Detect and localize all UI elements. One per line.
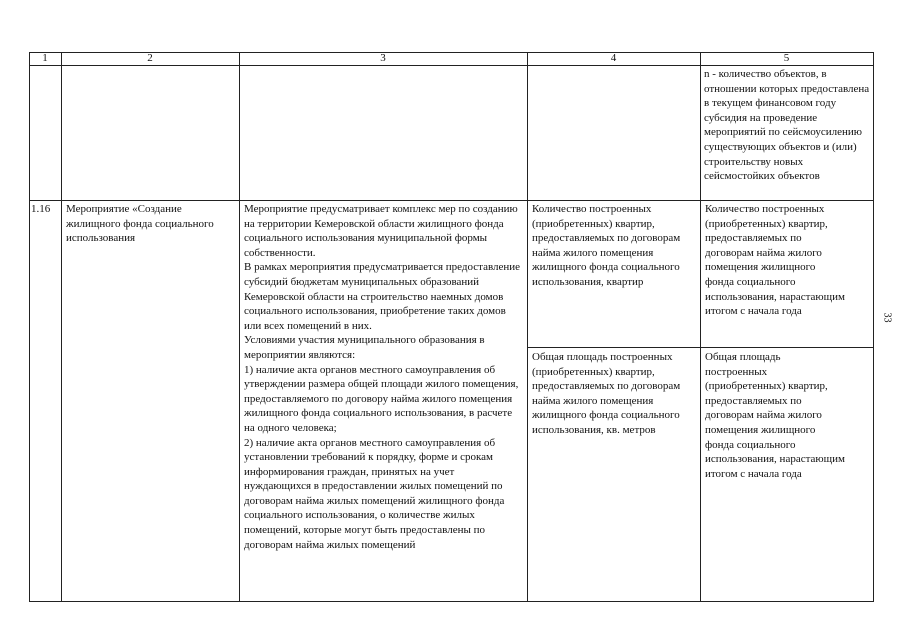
method-apartments: Количество построенных (приобретенных) квартир, предоставляемых по договорам найма жилого помещения жилищного фонда социального использования, нарастающим итогом с начала года — [705, 203, 845, 318]
col-divider-4 — [700, 52, 701, 602]
description-paragraph: Условиями участия муниципального образования в мероприятии являются: — [244, 334, 485, 361]
description-paragraph: 2) наличие акта органов местного самоуправления об установлении требований к порядку, форме и срокам информирования граждан, принятых на учет нуждающихся в предоставлении жилых помещений по договорам найма жилых помещений жилищного фонда социального использования, о количестве жилых помещений, которые могут быть предоставлены по договорам найма жилых помещений — [244, 436, 505, 551]
header-col-2: 2 — [147, 52, 153, 64]
activity-description — [244, 202, 524, 552]
header-col-5: 5 — [783, 52, 790, 64]
col-divider-1 — [61, 52, 62, 602]
header-col-4: 4 — [610, 52, 617, 64]
table-bottom-border — [29, 601, 873, 602]
header-col-3: 3 — [380, 52, 386, 64]
method-area: Общая площадь построенных (приобретенных) квартир, предоставляемых по договорам найма жилого помещения жилищного фонда социального использования, нарастающим итогом с начала года — [705, 351, 845, 480]
header-bottom-border — [29, 65, 873, 66]
description-paragraph: 1) наличие акта органов местного самоуправления об утверждении размера общей площади жилого помещения, предоставляемого по договору найма жилого помещения жилищного фонда социального использования, в расчете на одного человека; — [244, 363, 519, 434]
description-paragraph: Мероприятие предусматривает комплекс мер по созданию на территории Кемеровской области жилищного фонда социального использования муниципальной формы собственности. — [244, 203, 518, 259]
col-divider-3 — [527, 52, 528, 602]
page-number: 33 — [881, 312, 893, 323]
activity-name: Мероприятие «Создание жилищного фонда социального использования — [66, 203, 214, 245]
continuation-row-bottom-border — [29, 200, 873, 201]
indicator-apartments: Количество построенных (приобретенных) квартир, предоставляемых по договорам найма жилого помещения жилищного фонда социального использования, квартир — [532, 203, 681, 288]
table-right-border — [873, 52, 874, 602]
continuation-formula-note: n - количество объектов, в отношении которых предоставлена в текущем финансовом году субсидия на проведение мероприятий по сейсмоусилению существующих объектов и (или) строительству новых сейсмостойких объектов — [704, 68, 870, 183]
header-col-1: 1 — [42, 52, 48, 64]
indicator-area: Общая площадь построенных (приобретенных) квартир, предоставляемых по договорам найма жилого помещения жилищного фонда социального использования, кв. метров — [532, 351, 681, 436]
description-paragraph: В рамках мероприятия предусматривается предоставление субсидий бюджетам муниципальных образований Кемеровской области на строительство наемных домов социального использования, приобретение таких домов или всех помещений в них. — [244, 261, 521, 332]
row-number: 1.16 — [31, 203, 51, 215]
col-divider-2 — [239, 52, 240, 602]
table-left-border — [29, 52, 30, 602]
